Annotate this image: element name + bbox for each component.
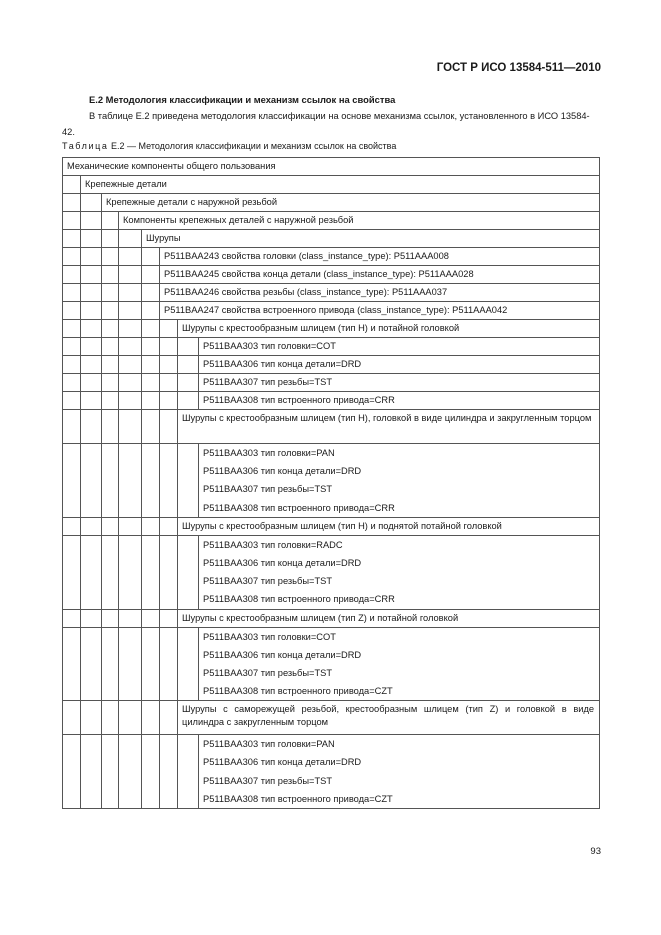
level-4-cell: Шурупы (142, 230, 600, 248)
property-line: P511BAA303 тип головки=COT (203, 631, 336, 642)
group-title-cell: Шурупы с саморежущей резьбой, крестообразным шлицем (тип Z) и головкой в виде цилиндра с закругленным торцом (178, 701, 600, 735)
property-line: P511BAA307 тип резьбы=TST (203, 667, 333, 678)
group-title-cell: Шурупы с крестообразным шлицем (тип Z) и потайной головкой (178, 609, 600, 627)
group-property-cell: P511BAA306 тип конца детали=DRD (199, 356, 600, 374)
level-0-cell: Механические компоненты общего пользования (63, 158, 600, 176)
property-line: P511BAA307 тип резьбы=TST (203, 484, 333, 495)
table-row (63, 701, 600, 735)
table-row (63, 535, 600, 609)
group-property-cell (199, 627, 600, 701)
table-row (63, 266, 600, 284)
table-caption-text: Е.2 — Методология классификации и механизм ссылок на свойства (111, 141, 397, 151)
property-line: P511BAA306 тип конца детали=DRD (203, 466, 362, 477)
table-row (63, 374, 600, 392)
section-title: Е.2 Методология классификации и механизм ссылок на свойства (89, 94, 396, 105)
table-row (63, 444, 600, 518)
table-caption (62, 141, 396, 151)
group-property-cell (199, 535, 600, 609)
property-line: P511BAA303 тип головки=PAN (203, 739, 335, 750)
table-row (63, 284, 600, 302)
property-line: P511BAA303 тип головки=PAN (203, 448, 335, 458)
table-row (63, 338, 600, 356)
table-row (63, 320, 600, 338)
page-number: 93 (590, 846, 601, 857)
table-row (63, 248, 600, 266)
property-line: P511BAA307 тип резьбы=TST (203, 576, 333, 587)
table-row (63, 410, 600, 444)
property-line: P511BAA306 тип конца детали=DRD (203, 757, 362, 768)
property-line: P511BAA306 тип конца детали=DRD (203, 557, 362, 568)
property-line: P511BAA307 тип резьбы=TST (203, 775, 333, 786)
screw-property-cell: P511BAA243 свойства головки (class_instance_type): P511AAA008 (160, 248, 600, 266)
table-row (63, 627, 600, 701)
table-row (63, 230, 600, 248)
group-property-cell: P511BAA303 тип головки=COT (199, 338, 600, 356)
property-line: P511BAA306 тип конца детали=DRD (203, 649, 362, 660)
group-property-cell (199, 444, 600, 518)
property-line: P511BAA308 тип встроенного привода=CZT (203, 686, 393, 697)
level-3-cell: Компоненты крепежных деталей с наружной резьбой (119, 212, 600, 230)
table-row (63, 158, 600, 176)
group-property-cell: P511BAA307 тип резьбы=TST (199, 374, 600, 392)
table-row (63, 517, 600, 535)
property-line: P511BAA308 тип встроенного привода=CRR (203, 594, 395, 605)
table-row (63, 735, 600, 809)
table-row (63, 392, 600, 410)
property-line: P511BAA308 тип встроенного привода=CRR (203, 502, 395, 513)
group-property-cell (199, 735, 600, 809)
table-row (63, 609, 600, 627)
table-caption-label: Таблица (62, 141, 109, 151)
group-title-cell: Шурупы с крестообразным шлицем (тип H), головкой в виде цилиндра и закругленным торцом (178, 410, 600, 444)
table-row (63, 176, 600, 194)
intro-paragraph: В таблице Е.2 приведена методология классификации на основе механизма ссылок, установленного в ИСО 13584-42. (62, 111, 590, 137)
classification-table (62, 157, 600, 809)
screw-property-cell: P511BAA247 свойства встроенного привода (class_instance_type): P511AAA042 (160, 302, 600, 320)
group-property-cell: P511BAA308 тип встроенного привода=CRR (199, 392, 600, 410)
table-row (63, 302, 600, 320)
screw-property-cell: P511BAA245 свойства конца детали (class_instance_type): P511AAA028 (160, 266, 600, 284)
table-row (63, 194, 600, 212)
level-2-cell: Крепежные детали с наружной резьбой (102, 194, 600, 212)
group-title-cell: Шурупы с крестообразным шлицем (тип H) и поднятой потайной головкой (178, 517, 600, 535)
screw-property-cell: P511BAA246 свойства резьбы (class_instance_type): P511AAA037 (160, 284, 600, 302)
table-row (63, 212, 600, 230)
group-title-cell: Шурупы с крестообразным шлицем (тип H) и потайной головкой (178, 320, 600, 338)
level-1-cell: Крепежные детали (81, 176, 600, 194)
table-row (63, 356, 600, 374)
property-line: P511BAA308 тип встроенного привода=CZT (203, 793, 393, 804)
property-line: P511BAA303 тип головки=RADC (203, 539, 343, 550)
document-header: ГОСТ Р ИСО 13584-511—2010 (436, 62, 601, 74)
